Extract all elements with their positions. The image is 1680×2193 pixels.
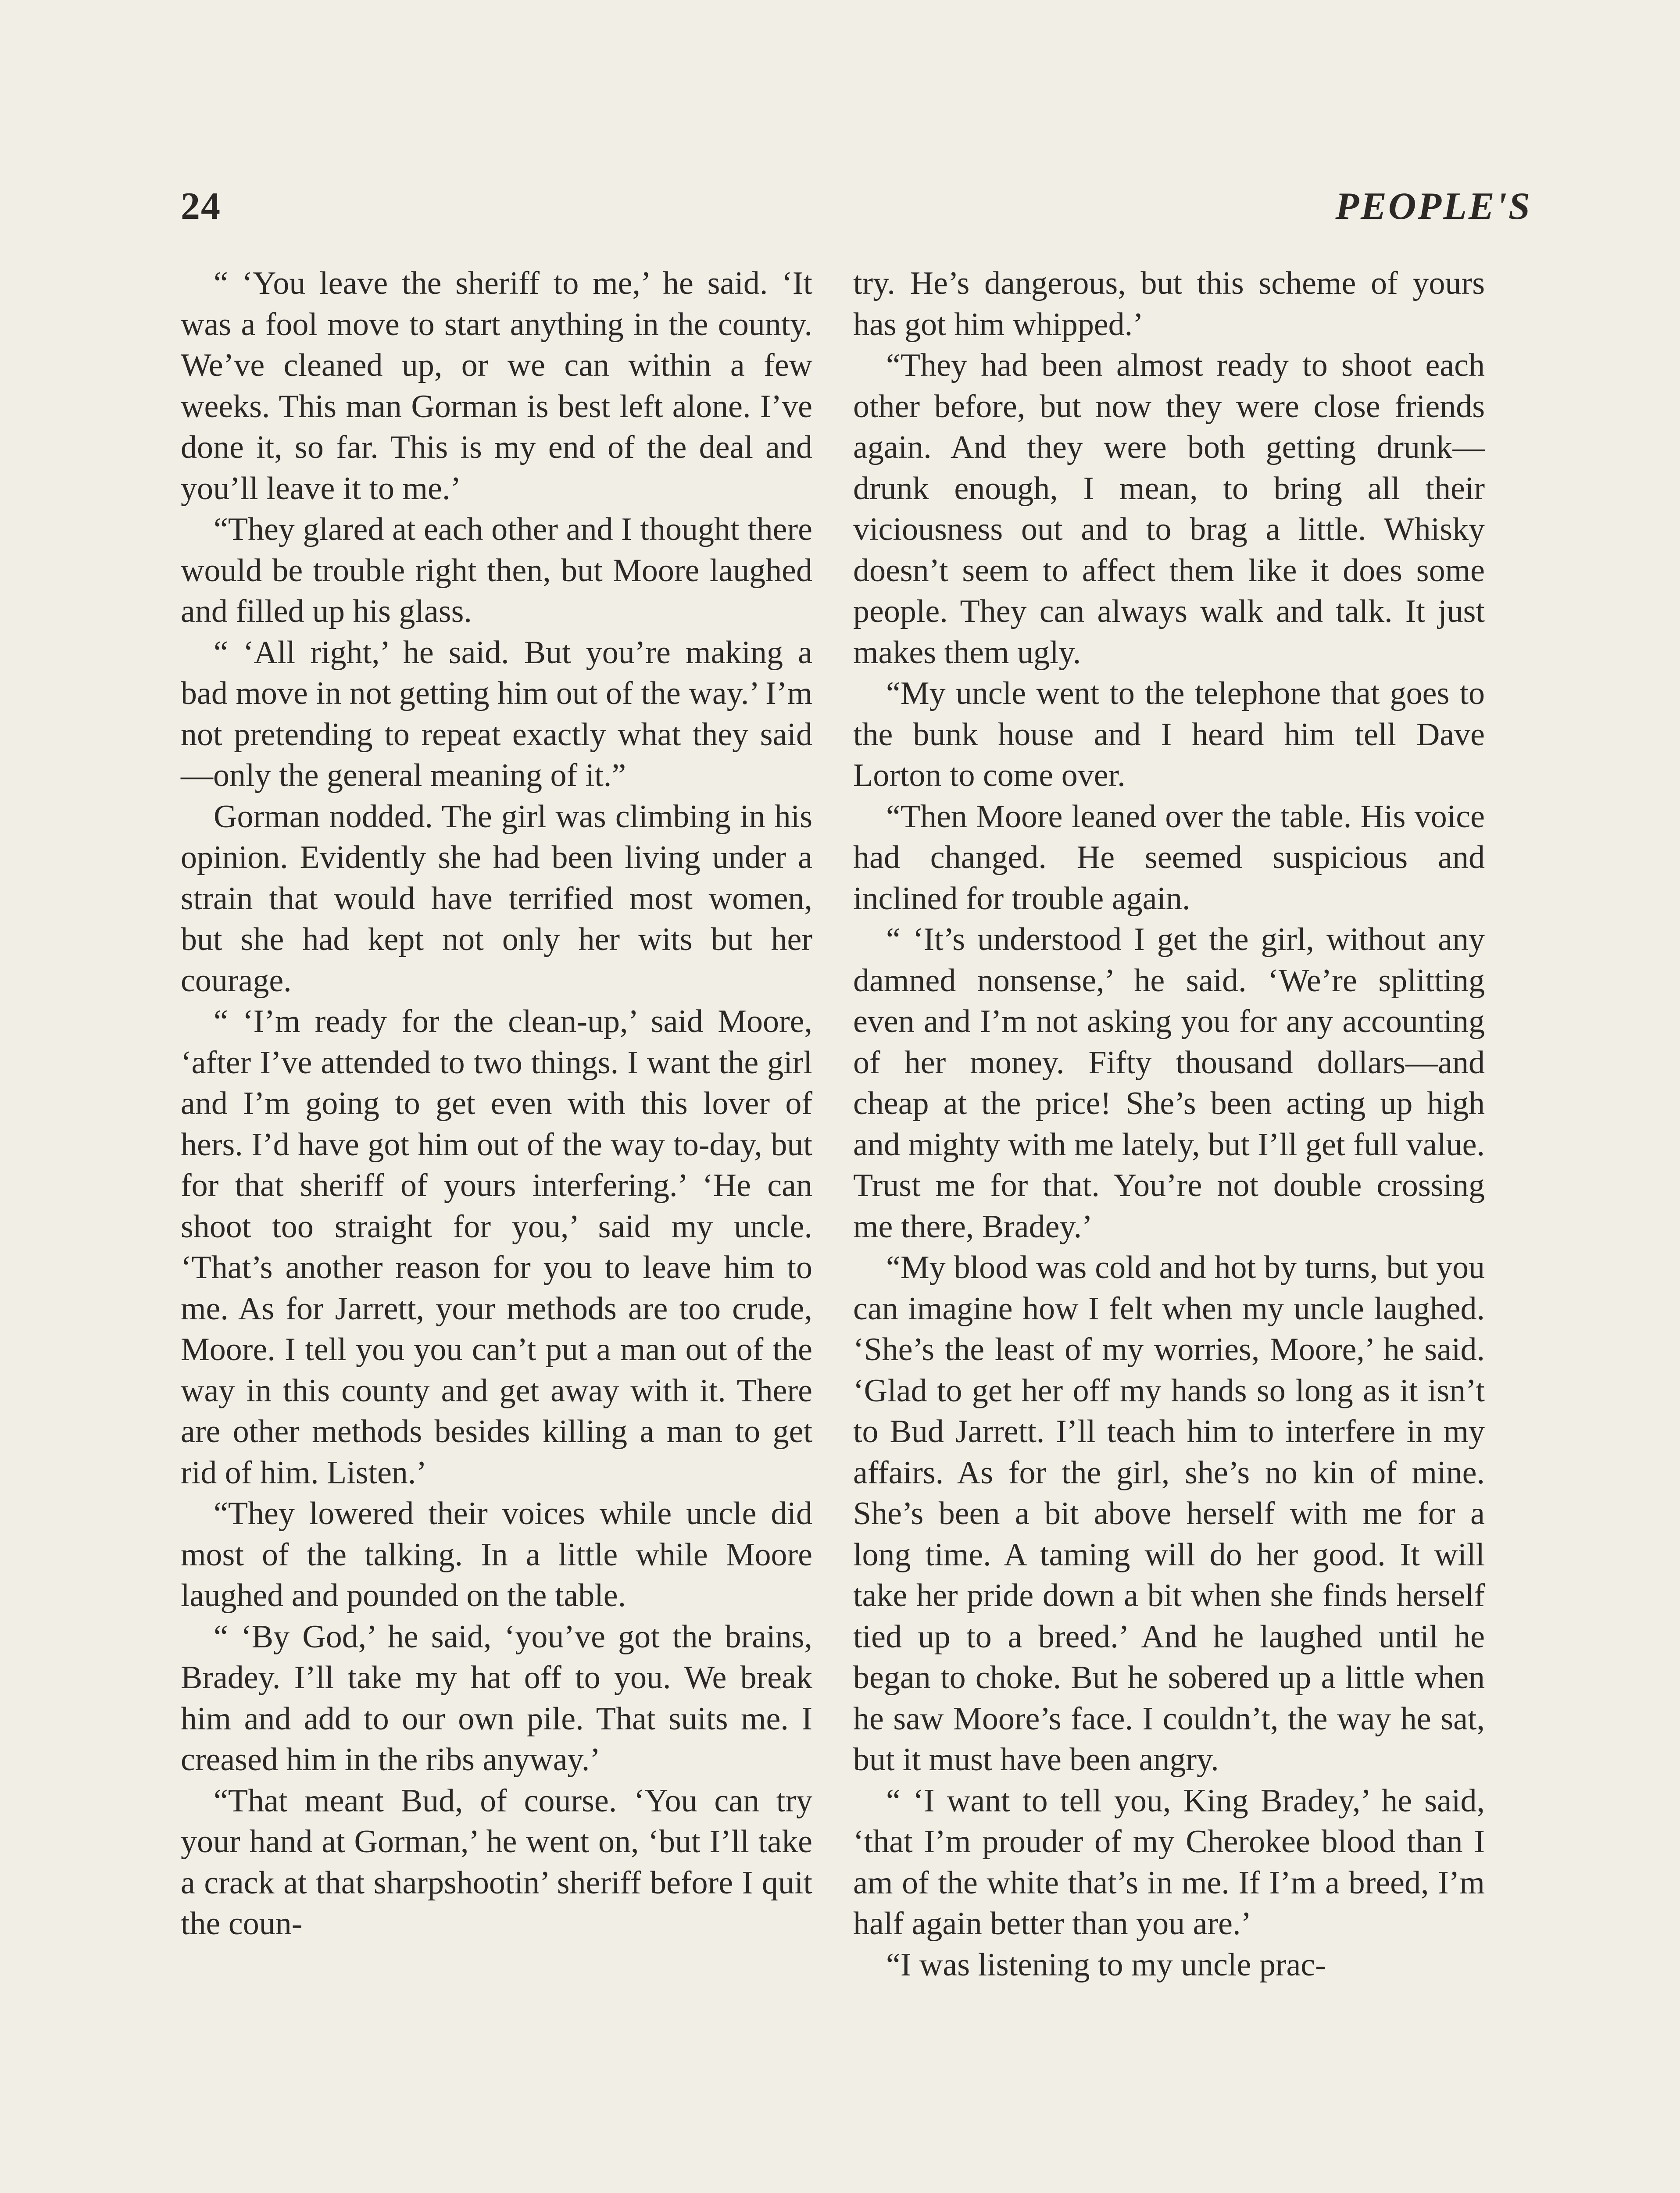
paragraph: “ ‘It’s understood I get the girl, without any damned nonsense,’ he said. ‘We’re splitting even and I’m not asking you for any accounting of her money. Fifty thousand dollars—and cheap at the price! She’s been acting up high and mighty with me lately, but I’ll get full value. Trust me for that. You’re not double crossing me there, Bradey.’: [853, 921, 1485, 1245]
paragraph: “Then Moore leaned over the table. His voice had changed. He seemed suspicious and inclined for trouble again.: [853, 798, 1485, 917]
paragraph: “They glared at each other and I thought there would be trouble right then, but Moore laughed and filled up his glass.: [181, 511, 812, 629]
page-header: [181, 184, 1532, 237]
paragraph: Gorman nodded. The girl was climbing in his opinion. Evidently she had been living under a strain that would have terrified most women, but she had kept not only her wits but her courage.: [181, 798, 812, 999]
paragraph: “I was listening to my uncle prac-: [886, 1947, 1326, 1983]
paragraph: “That meant Bud, of course. ‘You can try your hand at Gorman,’ he went on, ‘but I’ll take a crack at that sharpshootin’ sheriff before I quit the coun-: [181, 1782, 812, 1942]
paragraph: “ ‘I want to tell you, King Bradey,’ he said, ‘that I’m prouder of my Cherokee blood than I am of the white that’s in me. If I’m a breed, I’m half again better than you are.’: [853, 1782, 1485, 1942]
paragraph: “My blood was cold and hot by turns, but you can imagine how I felt when my uncle laughed. ‘She’s the least of my worries, Moore,’ he said. ‘Glad to get her off my hands so long as it isn’t to Bud Jarrett. I’ll teach him to interfere in my affairs. As for the girl, she’s no kin of mine. She’s been a bit above herself with me for a long time. A taming will do her good. It will take her pride down a bit when she finds herself tied up to a breed.’ And he laughed until he began to choke. But he sobered up a little when he saw Moore’s face. I couldn’t, the way he sat, but it must have been angry.: [853, 1250, 1485, 1778]
paragraph: “ ‘All right,’ he said. But you’re making a bad move in not getting him out of the way.’ I’m not pretending to repeat exactly what they said—only the general meaning of it.”: [181, 634, 812, 793]
right-column: [853, 263, 1485, 1986]
page-number: 24: [181, 185, 221, 228]
running-title: PEOPLE'S: [1335, 185, 1532, 228]
paragraph: “They had been almost ready to shoot each other before, but now they were close friends again. And they were both getting drunk—drunk enough, I mean, to bring all their viciousness out and to brag a little. Whisky doesn’t seem to affect them like it does some people. They can always walk and talk. It just makes them ugly.: [853, 347, 1485, 671]
paragraph: “My uncle went to the telephone that goes to the bunk house and I heard him tell Dave Lorton to come over.: [853, 675, 1485, 793]
paragraph: “ ‘I’m ready for the clean-up,’ said Moore, ‘after I’ve attended to two things. I want the girl and I’m going to get even with this lover of hers. I’d have got him out of the way to-day, but for that sheriff of yours interfering.’ ‘He can shoot too straight for you,’ said my uncle. ‘That’s another reason for you to leave him to me. As for Jarrett, your methods are too crude, Moore. I tell you you can’t put a man out of the way in this county and get away with it. There are other methods besides killing a man to get rid of him. Listen.’: [181, 1004, 812, 1491]
left-column: [181, 263, 812, 1945]
paragraph: “ ‘You leave the sheriff to me,’ he said. ‘It was a fool move to start anything in the county. We’ve cleaned up, or we can within a few weeks. This man Gorman is best left alone. I’ve done it, so far. This is my end of the deal and you’ll leave it to me.’: [181, 265, 812, 507]
paragraph-continued: try. He’s dangerous, but this scheme of yours has got him whipped.’: [853, 265, 1485, 343]
paragraph: “They lowered their voices while uncle did most of the talking. In a little while Moore laughed and pounded on the table.: [181, 1496, 812, 1614]
paragraph: “ ‘By God,’ he said, ‘you’ve got the brains, Bradey. I’ll take my hat off to you. We break him and add to our own pile. That suits me. I creased him in the ribs anyway.’: [181, 1618, 812, 1778]
